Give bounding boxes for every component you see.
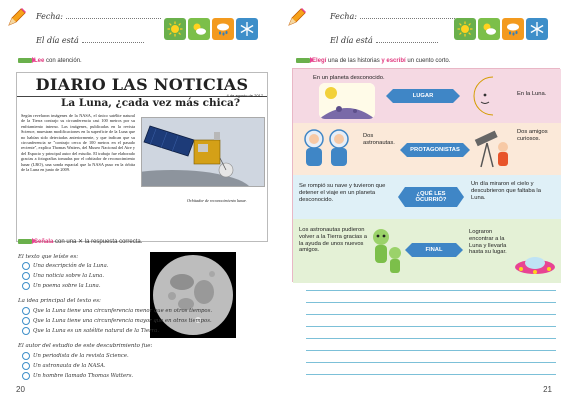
weather-icons (454, 18, 548, 40)
article-headline: La Luna, ¿cada vez más chica? (61, 97, 241, 109)
question-1: El texto que leíste es: (18, 254, 79, 260)
dia-line: El día está (36, 36, 144, 45)
event-right-text: Un día miraron el cielo y descubrieron que faltaba la Luna. (471, 181, 541, 201)
moon-photo (150, 252, 236, 338)
right-header (286, 6, 560, 54)
planet-image (319, 83, 375, 119)
label-place: LUGAR (393, 89, 453, 103)
label-what-happened: ¿QUÉ LES OCURRIÓ? (405, 187, 457, 207)
fecha-line: Fecha: (330, 12, 455, 21)
q3-option-3[interactable]: Un hombre llamado Thomas Watters. (22, 372, 133, 380)
rain-icon[interactable] (212, 18, 234, 40)
writing-line[interactable] (306, 350, 556, 351)
answer-circle[interactable] (22, 272, 30, 280)
weather-icons (164, 18, 258, 40)
protagonists-left-text: Dos astronautas. (363, 133, 395, 146)
alien-friends-image (369, 221, 405, 279)
page-number: 20 (16, 385, 25, 394)
writing-line[interactable] (306, 326, 556, 327)
image-caption: Orbitador de reconocimiento lunar. (187, 198, 247, 203)
newspaper-title: DIARIO LAS NOTICIAS (17, 75, 267, 97)
marker-icon (18, 239, 32, 244)
ending-right-text: Lograron encontrar a la Luna y llevarla hasta su lugar. (469, 229, 507, 256)
answer-circle[interactable] (22, 317, 30, 325)
sun-icon[interactable] (454, 18, 476, 40)
snow-icon[interactable] (526, 18, 548, 40)
partly-cloudy-icon[interactable] (478, 18, 500, 40)
question-3: El autor del estudio de este descubrimiento fue: (18, 343, 153, 349)
place-left-text: En un planeta desconocido. (313, 75, 385, 81)
protagonists-right-text: Dos amigos curiosos. (517, 129, 548, 142)
answer-circle[interactable] (22, 362, 30, 370)
instruction-story: Elegí una de las historias y escribí un cuento corto. (296, 58, 450, 64)
sun-icon[interactable] (164, 18, 186, 40)
event-left-text: Se rompió su nave y tuvieron que detener el viaje en un planeta desconocido. (299, 183, 386, 203)
q2-option-2[interactable]: Que la Luna tiene una circunferencia mayor que en otros tiempos. (22, 317, 212, 325)
left-header (6, 6, 278, 54)
label-ending: FINAL (412, 243, 456, 257)
answer-circle[interactable] (22, 327, 30, 335)
partly-cloudy-icon[interactable] (188, 18, 210, 40)
q1-option-3[interactable]: Un poema sobre la Luna. (22, 282, 101, 290)
right-page (282, 0, 564, 400)
rain-icon[interactable] (502, 18, 524, 40)
q3-option-2[interactable]: Un astronauta de la NASA. (22, 362, 106, 370)
writing-line[interactable] (306, 314, 556, 315)
instruction-select: Señala con una ✕ la respuesta correcta. (18, 238, 142, 245)
writing-line[interactable] (306, 362, 556, 363)
moon-character-image (471, 75, 511, 117)
pencil-icon (6, 6, 28, 28)
answer-circle[interactable] (22, 282, 30, 290)
q2-option-3[interactable]: Que la Luna es un satélite natural de la Tierra. (22, 327, 159, 335)
writing-line[interactable] (306, 338, 556, 339)
answer-circle[interactable] (22, 352, 30, 360)
ending-left-text: Los astronautas pudieron volver a la Tierra gracias a la ayuda de unos nuevos amigos. (299, 227, 367, 254)
article-date: 4 de agosto de 2017 (226, 93, 263, 98)
marker-icon (296, 58, 310, 63)
marker-icon (18, 58, 32, 63)
snow-icon[interactable] (236, 18, 258, 40)
telescope-image (473, 127, 513, 171)
instruction-read: Lee con atención. (18, 58, 82, 64)
answer-circle[interactable] (22, 262, 30, 270)
answer-circle[interactable] (22, 372, 30, 380)
place-right-text: En la Luna. (517, 91, 547, 97)
answer-circle[interactable] (22, 307, 30, 315)
label-protagonists: PROTAGONISTAS (407, 143, 463, 157)
article-body: Según revelaron imágenes de la NASA, el único satélite natural de la Tierra contrajo su circunferencia casi 100 metros por su enfriamiento interno. Las imágenes, publicadas en la revista Science, muestran modificaciones en la superficie de la Luna que no habían sido detectadas anteriormente, y que indican que su circunferencia se "contrajo cerca de 100 metros en el pasado reciente", explica Thomas Watters, del Museo Nacional del Aire y del Espacio y principal autor del estudio. El trabajo fue elaborado gracias a fotografías tomadas por el orbitador de reconocimiento lunar (LRO), una sonda espacial que la NASA puso en la órbita de la Luna en junio de 2009. (21, 113, 135, 173)
writing-line[interactable] (306, 290, 556, 291)
writing-line[interactable] (306, 302, 556, 303)
dia-line: El día está (330, 36, 438, 45)
q1-option-1[interactable]: Una descripción de la Luna. (22, 262, 108, 270)
q2-option-1[interactable]: Que la Luna tiene una circunferencia menor que en otros tiempos. (22, 307, 212, 315)
pencil-icon (286, 6, 308, 28)
question-2: La idea principal del texto es: (18, 298, 101, 304)
page-number: 21 (543, 385, 552, 394)
q1-option-2[interactable]: Una noticia sobre la Luna. (22, 272, 104, 280)
writing-line[interactable] (306, 374, 556, 375)
orbiter-image (141, 117, 265, 187)
q3-option-1[interactable]: Un periodista de la revista Science. (22, 352, 129, 360)
newspaper-article (16, 72, 268, 242)
spaceship-image (511, 223, 559, 279)
story-options-table (292, 68, 560, 282)
astronauts-image (299, 127, 357, 171)
fecha-line: Fecha: (36, 12, 161, 21)
